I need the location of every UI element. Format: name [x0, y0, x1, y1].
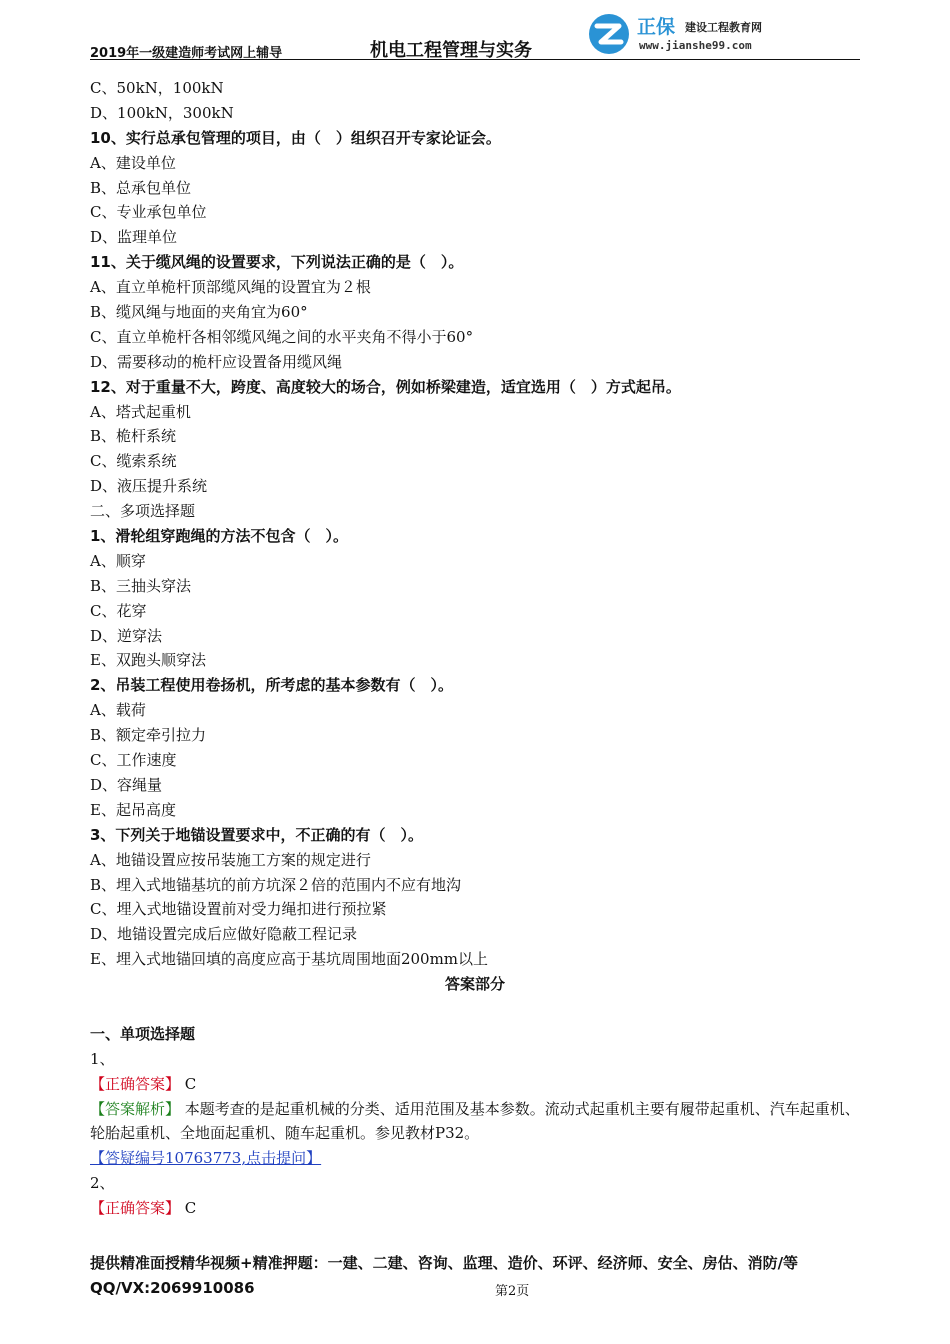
option-line: A、塔式起重机 [90, 402, 191, 421]
option-line: C、直立单桅杆各相邻缆风绳之间的水平夹角不得小于60° [90, 327, 474, 346]
option-line: 二、多项选择题 [90, 502, 196, 521]
option-line: C、缆索系统 [90, 452, 177, 471]
question-stem: 1、滑轮组穿跑绳的方法不包含（ ）。 [90, 527, 348, 546]
header-rule [90, 59, 860, 60]
header-course: 2019年一级建造师考试网上辅导 [90, 46, 283, 61]
option-line: B、三抽头穿法 [90, 576, 192, 595]
logo-mark-icon [587, 12, 631, 56]
question-stem: 2、吊装工程使用卷扬机，所考虑的基本参数有（ ）。 [90, 676, 453, 695]
option-line: D、容绳量 [90, 775, 163, 794]
answer-1-value: C [180, 1074, 197, 1093]
question-stem: 11、关于缆风绳的设置要求，下列说法正确的是（ ）。 [90, 253, 464, 272]
option-line: E、起吊高度 [90, 800, 176, 819]
footer-promo: 提供精准面授精华视频+精准押题：一建、二建、咨询、监理、造价、环评、经济师、安全、房估、消防/等 [90, 1254, 799, 1272]
question-list [90, 76, 860, 972]
option-line: A、直立单桅杆顶部缆风绳的设置宜为２根 [90, 278, 371, 297]
document-body [90, 76, 860, 1221]
option-line: C、花穿 [90, 601, 147, 620]
page-header [90, 10, 860, 60]
option-line: B、埋入式地锚基坑的前方坑深２倍的范围内不应有地沟 [90, 875, 462, 894]
option-line: D、100kN，300kN [90, 103, 234, 122]
footer-contact: QQ/VX:2069910086 [90, 1279, 255, 1297]
option-line: B、缆风绳与地面的夹角宜为60° [90, 303, 308, 322]
logo-subtitle: 建设工程教育网 [685, 21, 762, 34]
option-line: D、逆穿法 [90, 626, 163, 645]
option-line: D、监理单位 [90, 228, 178, 247]
answer-2-number: 2、 [90, 1174, 115, 1193]
answer-1-label: 【正确答案】 [90, 1074, 181, 1093]
page-footer [90, 1252, 860, 1297]
answers-heading: 答案部分 [444, 975, 505, 994]
option-line: C、50kN，100kN [90, 79, 224, 97]
question-stem: 3、下列关于地锚设置要求中，不正确的有（ ）。 [90, 825, 423, 844]
page-number: 第2页 [495, 1284, 530, 1299]
brand-logo [587, 10, 787, 56]
answer-1-number: 1、 [90, 1049, 115, 1068]
analysis-1-text: 本题考查的是起重机械的分类、适用范围及基本参数。流动式起重机主要有履带起重机、汽车起重机、轮胎起重机、全地面起重机、随车起重机。参见教材P32。 [90, 1099, 860, 1143]
option-line: A、地锚设置应按吊装施工方案的规定进行 [90, 850, 371, 869]
option-line: B、桅杆系统 [90, 427, 177, 446]
answer-2-row [90, 1196, 860, 1221]
header-subject-title: 机电工程管理与实务 [370, 40, 532, 61]
analysis-1 [90, 1097, 860, 1147]
option-line: D、液压提升系统 [90, 477, 208, 496]
option-line: D、需要移动的桅杆应设置备用缆风绳 [90, 352, 343, 371]
option-line: C、专业承包单位 [90, 203, 207, 222]
ask-question-link[interactable]: 【答疑编号10763773,点击提问】 [90, 1149, 322, 1168]
option-line: E、埋入式地锚回填的高度应高于基坑周围地面200mm以上 [90, 950, 489, 969]
question-link-row [90, 1146, 860, 1171]
analysis-1-label: 【答案解析】 [90, 1099, 181, 1118]
question-stem: 10、实行总承包管理的项目，由（ ）组织召开专家论证会。 [90, 128, 501, 147]
answer-2-label: 【正确答案】 [90, 1199, 181, 1218]
answers-section-heading: 一、单项选择题 [90, 1024, 196, 1043]
answer-1-row [90, 1072, 860, 1097]
option-line: A、建设单位 [90, 153, 176, 172]
logo-url: www.jianshe99.com [639, 39, 752, 52]
option-line: D、地锚设置完成后应做好隐蔽工程记录 [90, 925, 358, 944]
spacer [90, 997, 860, 1022]
option-line: E、双跑头顺穿法 [90, 651, 206, 670]
option-line: A、载荷 [90, 701, 146, 720]
option-line: C、工作速度 [90, 751, 177, 770]
answer-2-value: C [180, 1199, 197, 1218]
option-line: B、总承包单位 [90, 178, 192, 197]
option-line: A、顺穿 [90, 551, 146, 570]
option-line: B、额定牵引拉力 [90, 726, 207, 745]
question-stem: 12、对于重量不大，跨度、高度较大的场合，例如桥梁建造，适宜选用（ ）方式起吊。 [90, 377, 681, 396]
logo-brand-text: 正保 [637, 16, 676, 38]
option-line: C、埋入式地锚设置前对受力绳扣进行预拉紧 [90, 900, 387, 919]
